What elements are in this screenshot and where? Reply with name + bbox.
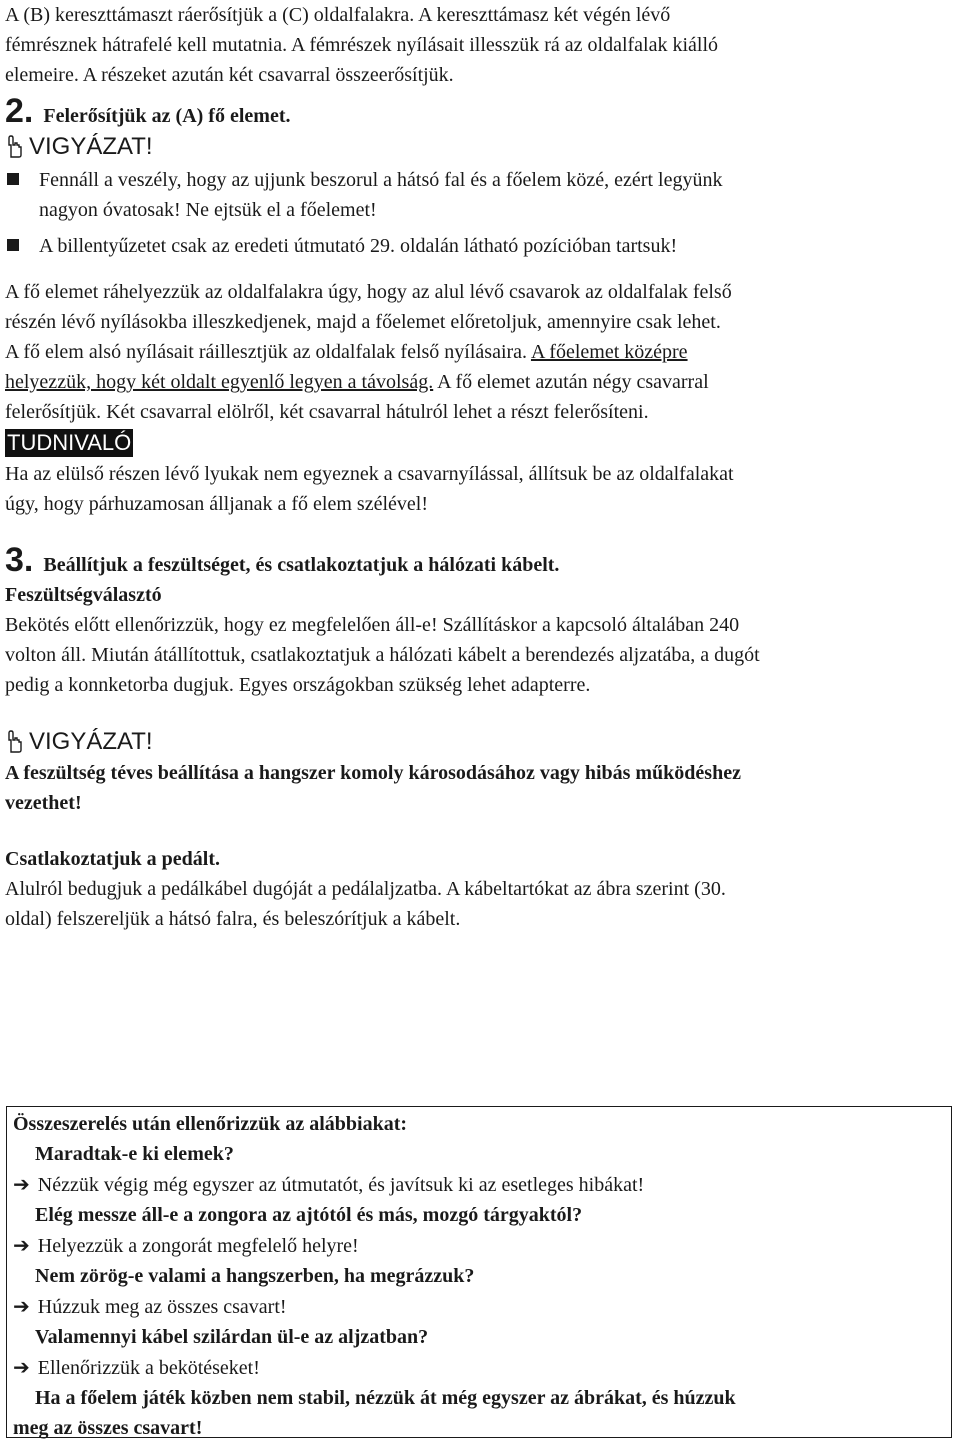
intro-line: fémrésznek hátrafelé kell mutatnia. A fémrészek nyílásait illesszük rá az oldalfalak kiálló <box>5 34 719 56</box>
checklist-action <box>13 1230 951 1261</box>
body-line: Bekötés előtt ellenőrizzük, hogy ez megfelelően áll-e! Szállításkor a kapcsoló általában 240 <box>5 614 740 636</box>
warning-bullet <box>5 231 955 261</box>
body-line: pedig a konnketorba dugjuk. Egyes országokban szükség lehet adapterre. <box>5 674 591 696</box>
bullet-line: A billentyűzetet csak az eredeti útmutató 29. oldalán látható pozícióban tartsuk! <box>39 235 678 257</box>
subheading: Feszültségválasztó <box>5 584 162 606</box>
checklist-final-line: meg az összes csavart! <box>13 1417 203 1439</box>
warning-text: VIGYÁZAT! <box>29 728 153 755</box>
underlined-text: helyezzük, hogy két oldalt egyenlő legyen a távolság. <box>5 371 434 393</box>
warning-text: VIGYÁZAT! <box>29 133 153 160</box>
paragraph-line <box>5 367 955 397</box>
checklist-question: Elég messze áll-e a zongora az ajtótól és más, mozgó tárgyaktól? <box>35 1204 583 1226</box>
document-page <box>5 0 955 934</box>
step-2-heading <box>5 92 955 131</box>
checklist-question: Maradtak-e ki elemek? <box>35 1143 234 1165</box>
pedal-line: oldal) felszereljük a hátsó falra, és beleszórítjuk a kábelt. <box>5 908 461 930</box>
checklist-heading: Összeszerelés után ellenőrizzük az alábbiakat: <box>13 1113 408 1135</box>
pointing-hand-icon <box>5 730 23 754</box>
paragraph-line: felerősítjük. Két csavarral elölről, két csavarral hátulról lehet a részt felerősíteni. <box>5 401 649 423</box>
warning-body-line: A feszültség téves beállítása a hangszer komoly károsodásához vagy hibás működéshez <box>5 762 741 784</box>
action-text: Helyezzük a zongorát megfelelő helyre! <box>37 1235 359 1257</box>
checklist-question: Nem zörög-e valami a hangszerben, ha megrázzuk? <box>35 1265 475 1287</box>
note-label: TUDNIVALÓ <box>7 430 132 455</box>
action-text: Ellenőrizzük a bekötéseket! <box>37 1357 260 1379</box>
step-number: 3. <box>5 541 34 579</box>
step-3-heading <box>5 541 955 580</box>
warning-label <box>5 726 955 758</box>
paragraph-line <box>5 337 955 367</box>
underlined-text: A főelemet középre <box>530 341 688 363</box>
warning-label <box>5 131 955 163</box>
plain-text: A fő elemet azután négy csavarral <box>437 371 709 393</box>
right-arrow-icon: ➔ <box>13 1355 30 1379</box>
right-arrow-icon: ➔ <box>13 1172 30 1196</box>
checklist-action <box>13 1352 951 1383</box>
checklist-action <box>13 1291 951 1322</box>
checklist-box <box>6 1106 952 1438</box>
checklist-action <box>13 1169 951 1200</box>
right-arrow-icon: ➔ <box>13 1233 30 1257</box>
warning-body-line: vezethet! <box>5 792 82 814</box>
body-line: volton áll. Miután átállítottuk, csatlakoztatjuk a hálózati kábelt a berendezés aljzatába, a dugót <box>5 644 760 666</box>
plain-text: A fő elem alsó nyílásait ráillesztjük az oldalfalak felső nyílásaira. <box>5 341 528 363</box>
note-line: Ha az elülső részen lévő lyukak nem egyeznek a csavarnyílással, állítsuk be az oldalfalakat <box>5 463 734 485</box>
checklist-question: Valamennyi kábel szilárdan ül-e az aljzatban? <box>35 1326 429 1348</box>
bullet-line: nagyon óvatosak! Ne ejtsük el a főelemet! <box>39 199 377 221</box>
pointing-hand-icon <box>5 135 23 159</box>
square-bullet-icon <box>7 239 19 251</box>
step-title: Beállítjuk a feszültséget, és csatlakoztatjuk a hálózati kábelt. <box>43 554 560 576</box>
pedal-heading: Csatlakoztatjuk a pedált. <box>5 848 221 870</box>
step-number: 2. <box>5 92 34 130</box>
bullet-line: Fennáll a veszély, hogy az ujjunk beszorul a hátsó fal és a főelem közé, ezért legyünk <box>39 169 723 191</box>
paragraph-line: A fő elemet ráhelyezzük az oldalfalakra úgy, hogy az alul lévő csavarok az oldalfalak felső <box>5 281 732 303</box>
square-bullet-icon <box>7 173 19 185</box>
note-label-line <box>5 429 955 459</box>
warning-bullet <box>5 165 955 225</box>
pedal-line: Alulról bedugjuk a pedálkábel dugóját a pedálaljzatba. A kábeltartókat az ábra szerint (30. <box>5 878 726 900</box>
action-text: Húzzuk meg az összes csavart! <box>37 1296 287 1318</box>
note-line: úgy, hogy párhuzamosan álljanak a fő elem szélével! <box>5 493 428 515</box>
intro-line: A (B) kereszttámaszt ráerősítjük a (C) oldalfalakra. A kereszttámasz két végén lévő <box>5 4 671 26</box>
action-text: Nézzük végig még egyszer az útmutatót, és javítsuk ki az esetleges hibákat! <box>37 1174 645 1196</box>
step-title: Felerősítjük az (A) fő elemet. <box>43 105 291 127</box>
checklist-final-line: Ha a főelem játék közben nem stabil, nézzük át még egyszer az ábrákat, és húzzuk <box>35 1387 736 1409</box>
paragraph-line: részén lévő nyílásokba illeszkedjenek, majd a főelemet előretoljuk, amennyire csak lehet. <box>5 311 721 333</box>
intro-line: elemeire. A részeket azután két csavarral összeerősítjük. <box>5 64 454 86</box>
right-arrow-icon: ➔ <box>13 1294 30 1318</box>
